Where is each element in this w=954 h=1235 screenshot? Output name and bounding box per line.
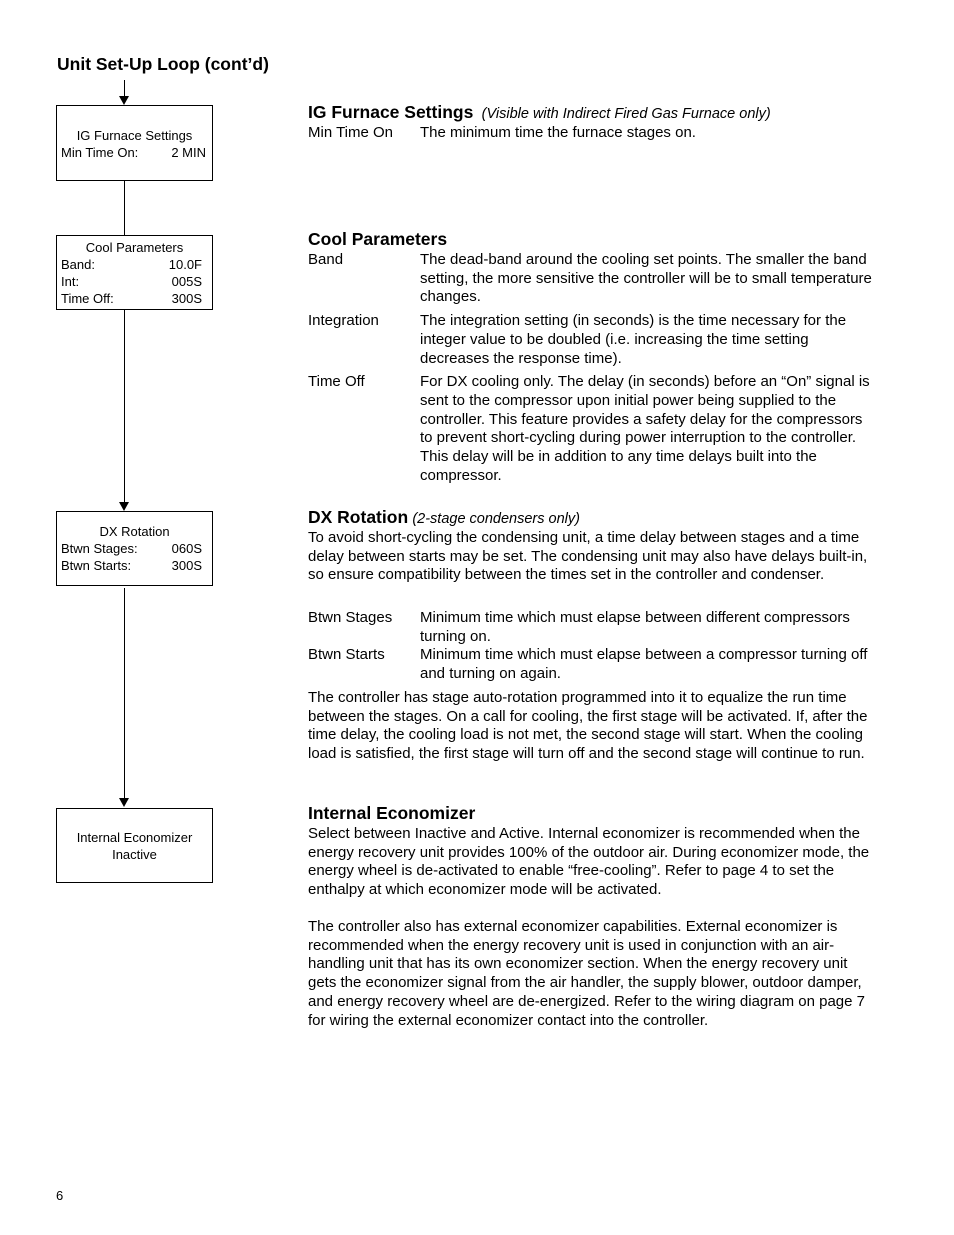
definition-term: Min Time On — [308, 124, 394, 141]
box-row — [57, 557, 212, 574]
definition-desc: The minimum time the furnace stages on. — [420, 124, 696, 141]
dx-definitions — [308, 609, 878, 684]
cool-section-heading — [308, 230, 878, 251]
box-row — [57, 290, 212, 307]
box-title: Internal Economizer — [76, 830, 193, 845]
definition-term: Integration — [308, 312, 379, 330]
section-note: (Visible with Indirect Fired Gas Furnace only) — [481, 106, 771, 122]
connector-line — [124, 310, 125, 503]
definition-term: Btwn Starts — [308, 646, 385, 664]
definition-item — [308, 646, 878, 683]
box-title: Cool Parameters — [85, 240, 184, 255]
row-label: Time Off: — [61, 291, 114, 306]
row-value: 10.0F — [168, 257, 202, 272]
arrow-down-icon — [119, 798, 129, 807]
row-value: 005S — [171, 274, 202, 289]
econ-paragraph-1: Select between Inactive and Active. Internal economizer is recommended when the energy recovery unit provides 100% of the outdoor air. During economizer mode, the energy wheel is de-activated to enable “free-cooling”. Refer to page 4 to set the enthalpy at which economizer mode will be activated. — [308, 825, 870, 899]
section-title: IG Furnace Settings — [308, 102, 474, 122]
definition-desc: Minimum time which must elapse between a compressor turning off and turning on again. — [420, 646, 868, 683]
box-status: Inactive — [112, 847, 157, 862]
definition-item — [308, 312, 878, 368]
definition-desc: The dead-band around the cooling set points. The smaller the band setting, the more sensitive the controller will be to small temperature changes. — [420, 251, 872, 306]
page-number: 6 — [56, 1188, 64, 1203]
row-value: 300S — [171, 558, 202, 573]
box-row — [57, 256, 212, 273]
dx-intro: To avoid short-cycling the condensing unit, a time delay between stages and a time delay between starts may be set. The condensing unit may also have delays built-in, so ensure compatibility between the times set in the controller and condenser. — [308, 529, 868, 584]
page-heading: Unit Set-Up Loop (cont’d) — [57, 54, 269, 74]
furnace-section-heading — [308, 103, 878, 124]
section-title: Cool Parameters — [308, 229, 448, 249]
connector-line — [124, 80, 125, 97]
definition-item — [308, 251, 878, 307]
section-title: Internal Economizer — [308, 803, 476, 823]
definition-desc: For DX cooling only. The delay (in seconds) before an “On” signal is sent to the compressor upon initial power being supplied to the controller. This feature provides a safety delay for the compressors to prevent short-cycling during power interruption to the controller. This delay will be in addition to any time delays built into the compressor. — [420, 373, 870, 484]
econ-section-heading — [308, 804, 878, 825]
definition-term: Time Off — [308, 373, 365, 391]
definition-item — [308, 609, 878, 646]
econ-paragraph-2: The controller also has external economizer capabilities. External economizer is recommended when the energy recovery unit is used in conjunction with an air-handling unit that has its own economizer section. When the energy recovery unit gets the economizer signal from the air handler, the supply blower, outdoor damper, and energy recovery wheel are de-energized. Refer to the wiring diagram on page 7 for wiring the external economizer contact into the controller. — [308, 918, 865, 1029]
cool-parameters-box — [56, 235, 213, 310]
row-label: Int: — [61, 274, 80, 289]
box-row — [57, 540, 212, 557]
furnace-definitions — [308, 124, 878, 143]
furnace-settings-box — [56, 105, 213, 181]
definition-desc: Minimum time which must elapse between different compressors turning on. — [420, 609, 850, 645]
row-label: Min Time On: — [61, 145, 139, 160]
definition-term: Band — [308, 251, 344, 268]
arrow-down-icon — [119, 96, 129, 105]
row-label: Band: — [61, 257, 95, 272]
box-row — [57, 273, 212, 290]
definition-item — [308, 373, 878, 485]
section-note: (2-stage condensers only) — [412, 511, 580, 527]
row-label: Btwn Starts: — [61, 558, 132, 573]
definition-term: Btwn Stages — [308, 609, 393, 626]
row-value: 060S — [171, 541, 202, 556]
internal-economizer-box — [56, 808, 213, 883]
connector-line — [124, 181, 125, 235]
connector-line — [124, 588, 125, 799]
section-title: DX Rotation — [308, 507, 409, 527]
dx-outro: The controller has stage auto-rotation programmed into it to equalize the run time between the stages. On a call for cooling, the first stage will be activated. If, after the time delay, the cooling load is not met, the second stage will start. When the cooling load is satisfied, the first stage will turn off and the second stage will continue to run. — [308, 689, 868, 763]
box-title: IG Furnace Settings — [76, 128, 193, 143]
box-title: DX Rotation — [99, 524, 170, 539]
cool-definitions — [308, 251, 878, 485]
box-row — [57, 144, 212, 161]
dx-section-heading — [308, 508, 878, 529]
row-value: 2 MIN — [171, 145, 206, 160]
row-label: Btwn Stages: — [61, 541, 138, 556]
dx-rotation-box — [56, 511, 213, 586]
row-value: 300S — [171, 291, 202, 306]
arrow-down-icon — [119, 502, 129, 511]
definition-desc: The integration setting (in seconds) is the time necessary for the integer value to be doubled (i.e. increasing the time setting decreases the response time). — [420, 312, 847, 367]
definition-item — [308, 124, 878, 143]
